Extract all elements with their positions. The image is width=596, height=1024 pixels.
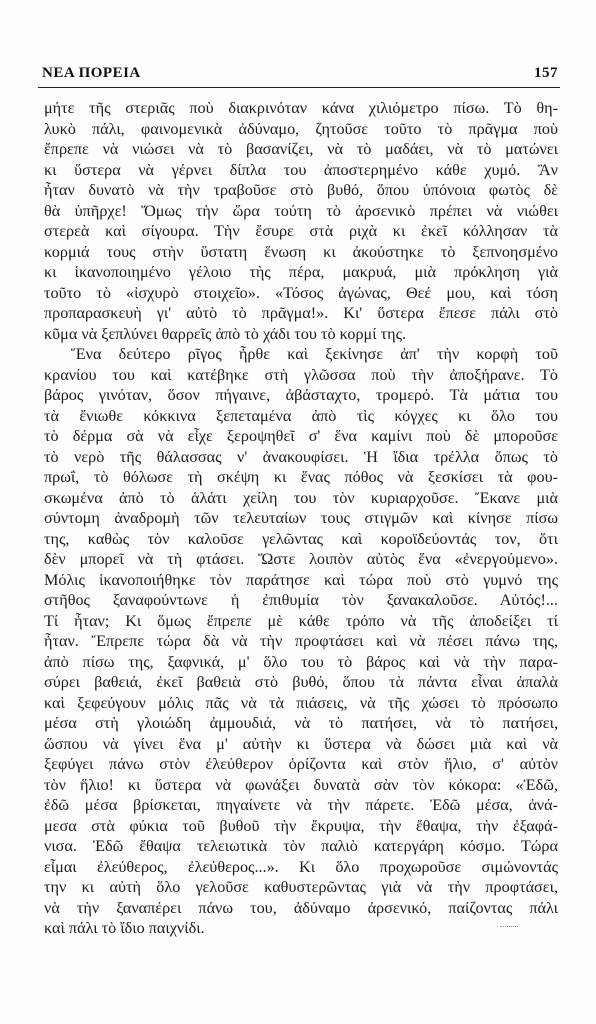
text-line: ἦταν. Ἔπρεπε τώρα δὰ νὰ τὴν προφτάσει καὶ νὰ πέσει πάνω της, [44, 632, 558, 650]
text-line: τοῦτο τὸ «ἰσχυρὸ στοιχεῖο». «Τόσος ἀγώνας, Θεέ μου, καὶ τόση [44, 283, 558, 302]
text-line: ἐδῶ μέσα βρίσκεται, πηγαίνετε νὰ τὴν πάρετε. Ἐδῶ μέσα, ἀνά- [44, 796, 558, 814]
text-line: σκωμένα ἀπὸ τὸ ἁλάτι χείλη του τὸν κυριαρχοῦσε. Ἔκανε μιὰ [44, 488, 558, 507]
text-line: κῦμα νὰ ξεπλύνει θαρρεῖς ἀπὸ τὸ χάδι του τὸ κορμί της. [44, 324, 407, 343]
text-line: καὶ ξεφεύγουν μόλις πᾶς νὰ τὰ πιάσεις, νὰ τῆς χώσει τὸ πρόσωπο [44, 693, 558, 712]
text-line: κρανίου του καὶ κατέβηκε στὴ γλῶσσα ποὺ τὴν ἀποξήρανε. Τὸ [44, 365, 558, 384]
page-end-mark [500, 926, 518, 927]
text-line: θὰ ὑπῆρχε! Ὅμως τὴν ὥρα τούτη τὸ ἀρσενικὸ πρέπει νὰ νιώθει [44, 201, 558, 220]
text-line: τὸ δέρμα σὰ νὰ εἶχε ξεροψηθεῖ σ' ἕνα καμίνι ποὺ δὲ μποροῦσε [44, 427, 558, 445]
text-line: ὥσπου νὰ γίνει ἕνα μ' αὐτὴν κι ὕστερα νὰ δώσει μιὰ καὶ νὰ [44, 734, 558, 753]
page-number: 157 [534, 65, 558, 81]
text-line: κι ὕστερα νὰ γέρνει δίπλα του ἀποστερημένο κάθε χυμό. Ἂν [44, 160, 558, 179]
text-line: μήτε τῆς στεριᾶς ποὺ διακρινόταν κάνα χιλιόμετρο πίσω. Τὸ θη- [44, 99, 558, 117]
text-line: ξεφύγει πάνω στὸν ἐλεύθερον ὁρίζοντα καὶ στὸν ἥλιο, σ' αὐτὸν [44, 755, 558, 773]
text-line: πρωΐ, τὸ θόλωσε τὴ σκέψη κι ἕνας πόθος νὰ ξεσκίσει τὰ φου- [44, 468, 558, 486]
text-line: τὰ ἔνιωθε κόκκινα ξεπεταμένα ἀπὸ τὶς κόγχες κι ὅλο του [44, 406, 558, 425]
text-line: δὲν μπορεῖ νὰ τὴ φτάσει. Ὥστε λοιπὸν αὐτὸς ἕνα «ἐνεργούμενο». [44, 550, 558, 568]
text-line: Ἕνα δεύτερο ρῖγος ἦρθε καὶ ξεκίνησε ἀπ' τὴν κορφὴ τοῦ [71, 345, 558, 363]
text-line: νὰ τὴν ξαναπέρει πάνω του, ἀδύναμο ἀρσενικό, παίζοντας πάλι [44, 898, 558, 917]
text-line: την κι αὐτὴ ὅλο γελοῦσε καθυστερῶντας γιὰ νὰ τὴν προφτάσει, [44, 878, 558, 896]
text-line: προπαρασκευὴ γι' αὐτὸ τὸ πρᾶγμα!». Κι' ὕστερα ἔπεσε πάλι στὸ [44, 304, 558, 322]
text-line: κι ἱκανοποιημένο γέλοιο τὴς πέρα, μακρυά, μιὰ πρόκληση γιὰ [44, 263, 558, 281]
text-line: κορμιά τους στὴν ὕστατη ἕνωση κι ἀκούστηκε τὸ ξεπνοησμένο [44, 242, 558, 261]
text-line: της, καθὼς τὸν καλοῦσε γελῶντας καὶ κοροϊδεύοντάς τον, ὅτι [44, 529, 558, 548]
running-title: ΝΕΑ ΠΟΡΕΙΑ [42, 65, 141, 81]
text-line: ἀπὸ πίσω της, ξαφνικά, μ' ὅλο του τὸ βάρος καὶ νὰ τὴν παρα- [44, 652, 558, 671]
text-line: νισα. Ἐδῶ ἔθαψα τελειωτικὰ τὸν παλιὸ κατεργάρη κόσμο. Τώρα [44, 837, 558, 855]
text-line: Τί ἦταν; Κι ὅμως ἔπρεπε μὲ κάθε τρόπο νὰ τῆς ἀποδείξει τί [44, 611, 558, 630]
text-line: τὸν ἥλιο! κι ὕστερα νὰ φωνάξει δυνατὰ σὰν τὸν κόκορα: «Ἐδῶ, [44, 775, 558, 794]
text-line: εἶμαι ἐλεύθερος, ἐλεύθερος...». Κι ὅλο προχωροῦσε σιμώνοντάς [44, 857, 558, 876]
text-line: σύρει βαθειά, ἐκεῖ βαθειὰ στὸ βυθό, ὅπου τὰ πάντα εἶναι ἁπαλὰ [44, 673, 558, 691]
text-line: Μόλις ἱκανοποιήθηκε τὸν παράτησε καὶ τώρα ποὺ στὸ γυμνό της [44, 570, 558, 589]
text-line: σύντομη ἀναδρομὴ τῶν τελευταίων τους στιγμῶν καὶ κίνησε πίσω [44, 509, 558, 527]
text-line: λυκὸ πάλι, φαινομενικὰ ἀδύναμο, ζητοῦσε τοῦτο τὸ πρᾶγμα ποὺ [44, 119, 558, 138]
text-line: μέσα στὴ γλοιώδη ἀμμουδιά, νὰ τὸ πατήσει, νὰ τὸ πατήσει, [44, 714, 558, 732]
text-line: στερεὰ καὶ σίγουρα. Τὴν ἔσυρε στὰ ριχὰ κι ἐκεῖ κόλλησαν τὰ [44, 222, 558, 240]
text-line: μεσα στὰ φύκια τοῦ βυθοῦ τὴν ἔκρυψα, τὴν ἔθαψα, τὴν ἐξαφά- [44, 816, 558, 835]
header-rule [38, 87, 560, 88]
running-head [42, 62, 558, 82]
text-line: τὸ νερὸ τῆς θάλασσας ν' ἀνακουφίσει. Ἡ ἴδια τρέλλα ὅπως τὸ [44, 447, 558, 466]
text-line: ἦταν δυνατὸ νὰ τὴν τραβοῦσε στὸ βυθό, ὅπου ὑπόνοια φωτὸς δὲ [44, 181, 558, 199]
body-text [44, 98, 558, 939]
text-line: στῆθος ξαναφούντωνε ἡ ἐπιθυμία τὸν ξανακαλοῦσε. Αὐτός!... [44, 591, 558, 609]
text-line: καὶ πάλι τὸ ἴδιο παιχνίδι. [44, 919, 205, 937]
text-line: ἔπρεπε νὰ νιώσει νὰ τὸ βασανίζει, νὰ τὸ μαδάει, νὰ τὸ ματώνει [44, 140, 558, 158]
text-line: βάρος γινόταν, ὅσον πήγαινε, ἀβάσταχτο, τρομερό. Τὰ μάτια του [44, 386, 558, 404]
